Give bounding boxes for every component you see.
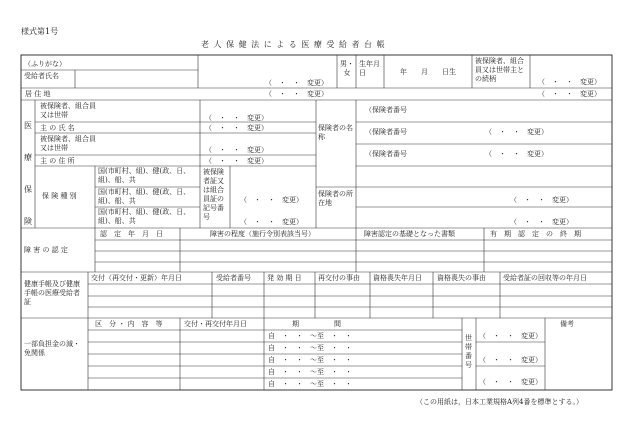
- insurer-addr-change-1: （ ・ ・ 変更）: [510, 196, 573, 204]
- copay-col-remarks: 備考: [560, 320, 574, 328]
- period-row-1: 自 ・ ・ 〜至 ・ ・: [268, 332, 352, 340]
- card-issue-label: 健康手帳及び健康手帳の医療受給者証: [24, 280, 80, 306]
- name-change-mark: （ ・ ・ 変更）: [265, 79, 328, 87]
- insurer-addr-change-2: （ ・ ・ 変更）: [510, 218, 573, 226]
- address-change-mark-2: （ ・ ・ 変更）: [538, 90, 601, 98]
- card-col-loss-reason: 資格喪失の事由: [437, 274, 486, 282]
- card-col-return: 受給者証の回収等の年月日: [503, 274, 587, 282]
- page-title: 老 人 保 健 法 に よ る 医 療 受 給 者 台 帳: [201, 40, 386, 49]
- card-change-1: （ ・ ・ 変更）: [240, 196, 303, 204]
- insured-change-2: （ ・ ・ 変更）: [205, 124, 268, 132]
- insurance-heading: 医療保険: [24, 121, 32, 226]
- copay-label: 一部負担金の減・免関係: [24, 340, 80, 357]
- copay-col-period: 期 間: [292, 320, 341, 328]
- relation-change-mark: （ ・ ・ 変更）: [538, 78, 601, 86]
- insured-label-1: 被保険者、組合員又は世帯: [40, 102, 96, 119]
- card-change-2: （ ・ ・ 変更）: [240, 218, 303, 226]
- address-change-mark-1: （ ・ ・ 変更）: [265, 90, 328, 98]
- address-label: 居 住 地: [25, 90, 51, 98]
- household-change-2: （ ・ ・ 変更）: [479, 356, 542, 364]
- insurer-no-1: （保険者番号: [365, 106, 407, 114]
- disability-col-term: 有 期 認 定 の 終 期: [490, 230, 581, 238]
- period-row-2: 自 ・ ・ 〜至 ・ ・: [268, 344, 352, 352]
- form-number: 様式第1号: [21, 27, 59, 36]
- disability-col-date: 認 定 年 月 日: [100, 230, 163, 238]
- card-col-effective: 発 効 期 日: [267, 274, 302, 282]
- head-address-label: 主 の 住 所: [40, 157, 75, 165]
- kind-label: 保 険 種 別: [42, 192, 77, 200]
- relation-label: 被保険者、組合員又は世帯主との続柄: [475, 57, 524, 83]
- disability-col-degree: 障害の程度（施行令別表該当号）: [210, 230, 315, 238]
- card-col-number: 受給者番号: [216, 274, 251, 282]
- birth-value: 年 月 日生: [400, 68, 456, 76]
- insurer-no-3: （保険者番号: [365, 150, 407, 158]
- period-row-3: 自 ・ ・ 〜至 ・ ・: [268, 356, 352, 364]
- footer-note: （この用紙は，日本工業規格A列4番を標準とする。）: [416, 398, 584, 406]
- card-col-reissue: 再交付の事由: [318, 274, 360, 282]
- recipient-name-label: 受給者氏名: [24, 72, 59, 80]
- kind-option-1: 国(市町村、組)、健(政、日、組)、船、共: [98, 167, 191, 184]
- copay-col-issue: 交付・再交付年月日: [184, 320, 247, 328]
- insurer-addr-label: 保険者の所在地: [318, 190, 353, 207]
- copay-col-category: 区 分 ・ 内 容 等: [95, 320, 163, 328]
- period-row-5: 自 ・ ・ 〜至 ・ ・: [268, 380, 352, 388]
- insurer-change-1: （ ・ ・ 変更）: [485, 128, 548, 136]
- insured-change-1: （ ・ ・ 変更）: [205, 114, 268, 122]
- household-change-3: （ ・ ・ 変更）: [479, 378, 542, 386]
- kind-option-2: 国(市町村、組)、健(政、日、組)、船、共: [98, 188, 191, 205]
- furigana-label: （ふりがな）: [24, 60, 66, 68]
- head-name-label: 主 の 氏 名: [40, 124, 75, 132]
- household-change-1: （ ・ ・ 変更）: [479, 332, 542, 340]
- insured-label-2: 被保険者、組合員又は世帯: [40, 135, 96, 152]
- birth-label: 生年月日: [359, 60, 380, 77]
- kind-option-3: 国(市町村、組)、健(政、日、組)、船、共: [98, 208, 191, 225]
- card-label: 被保険者証又は組合員証の記号番号: [203, 168, 224, 221]
- card-col-issue: 交付（再交付・更新）年月日: [91, 274, 182, 282]
- insured-change-4: （ ・ ・ 変更）: [205, 157, 268, 165]
- period-row-4: 自 ・ ・ 〜至 ・ ・: [268, 368, 352, 376]
- insured-change-3: （ ・ ・ 変更）: [205, 146, 268, 154]
- insurer-no-2: （保険者番号: [365, 128, 407, 136]
- insurer-change-2: （ ・ ・ 変更）: [485, 150, 548, 158]
- insurer-name-label: 保険者の名 称: [318, 124, 360, 141]
- sex-label: 男・女: [340, 60, 354, 77]
- card-col-loss-date: 資格喪失年月日: [373, 274, 422, 282]
- disability-col-docs: 障害認定の基礎となった書類: [364, 230, 455, 238]
- disability-label: 障 害 の 認 定: [24, 246, 68, 254]
- copay-col-household: 世帯番号: [465, 334, 472, 369]
